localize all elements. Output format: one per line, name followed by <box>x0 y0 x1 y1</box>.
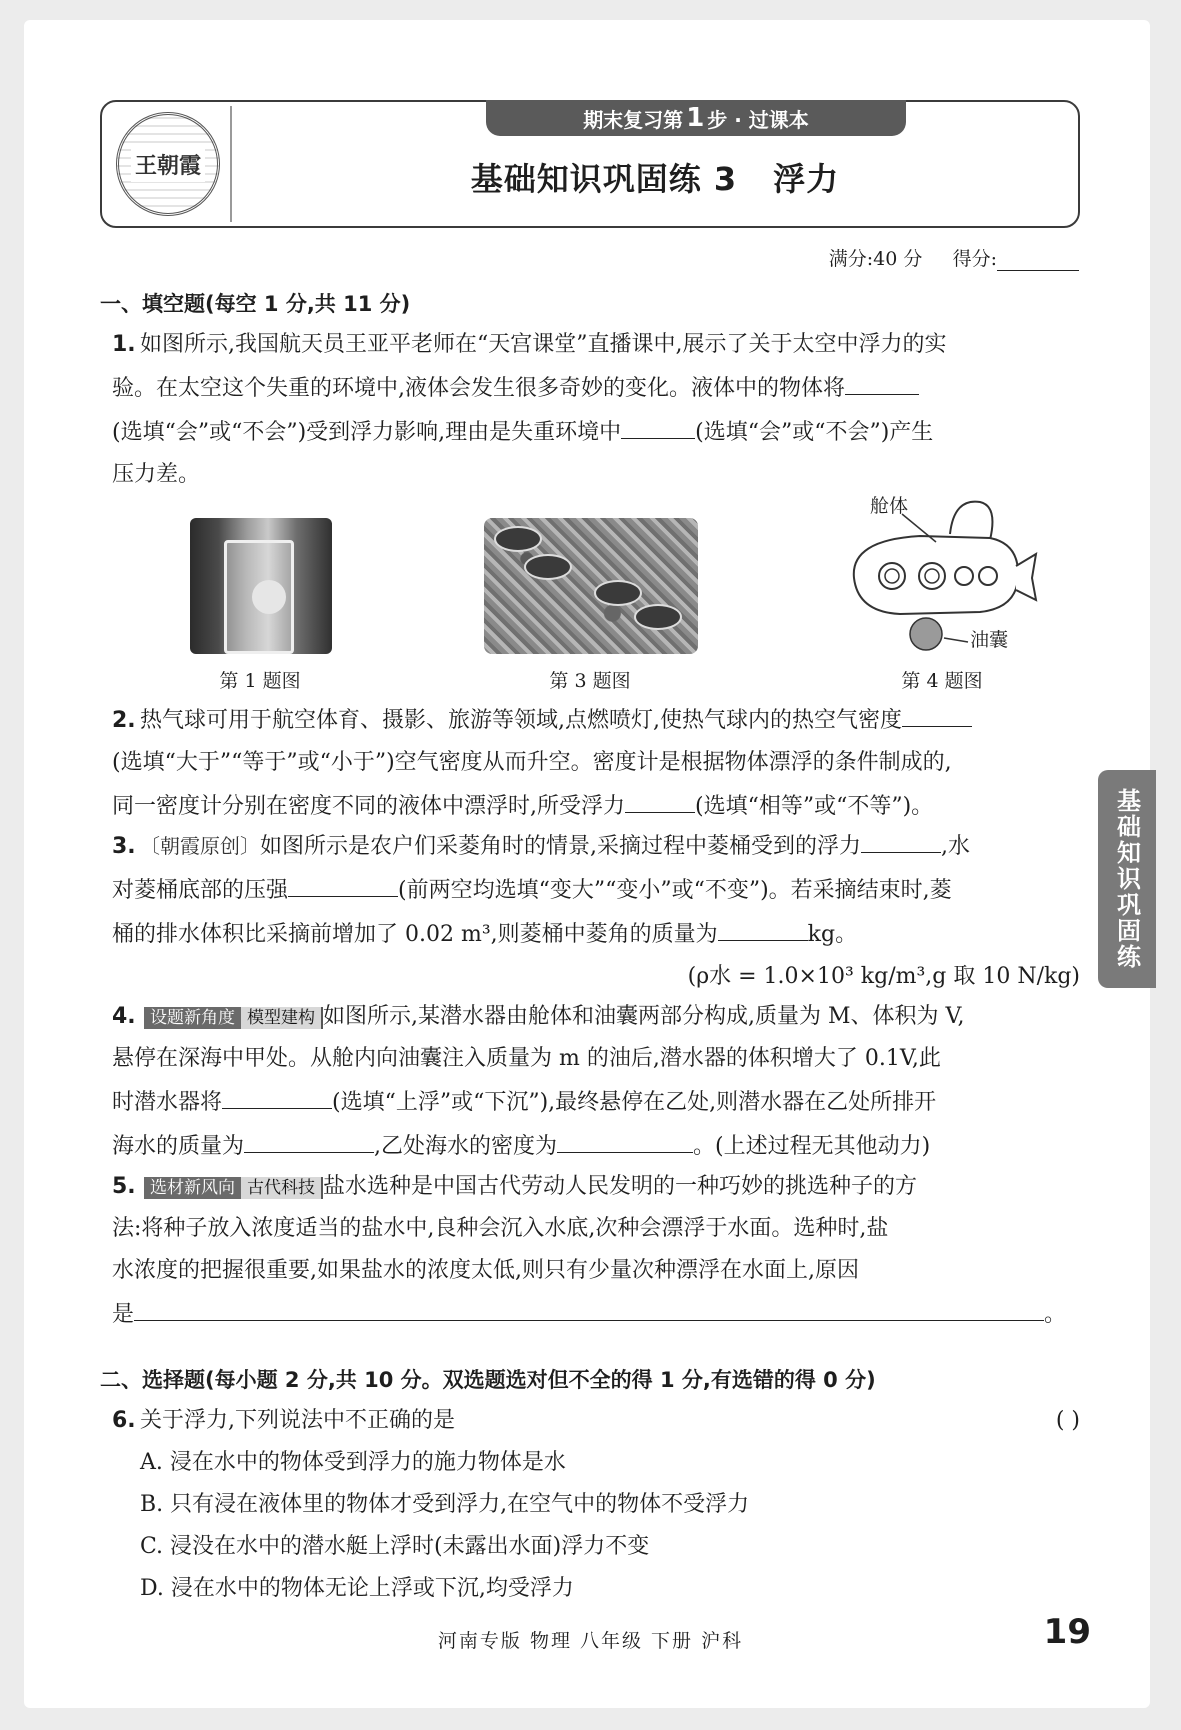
q4-line4c: 。(上述过程无其他动力) <box>693 1134 931 1159</box>
q5-line4b: 。 <box>1044 1302 1067 1327</box>
q3-number: 3. <box>112 834 136 859</box>
q6-option-a[interactable]: A. 浸在水中的物体受到浮力的施力物体是水 <box>140 1450 566 1475</box>
q1-line2: 验。在太空这个失重的环境中,液体会发生很多奇妙的变化。液体中的物体将 <box>112 376 845 401</box>
score-line <box>829 244 1079 271</box>
q3-line2a: 对菱桶底部的压强 <box>112 878 289 903</box>
figure-3-caption: 第 3 题图 <box>549 670 631 692</box>
q6-option-b[interactable]: B. 只有浸在液体里的物体才受到浮力,在空气中的物体不受浮力 <box>140 1492 750 1517</box>
q3-blank-2[interactable] <box>288 868 398 897</box>
q5-tag-material: 选材新风向 <box>144 1177 241 1199</box>
q5-line4a: 是 <box>112 1302 135 1327</box>
q5-number: 5. <box>112 1174 136 1199</box>
step-prefix: 期末复习第 <box>583 107 684 132</box>
porthole-icon <box>979 567 997 585</box>
q1-line3a: (选填“会”或“不会”)受到浮力影响,理由是失重环境中 <box>112 420 622 445</box>
q2-line1: 热气球可用于航空体育、摄影、旅游等领域,点燃喷灯,使热气球内的热空气密度 <box>140 708 902 733</box>
side-section-tab: 基础知识巩固练 <box>1098 770 1156 988</box>
q5-blank[interactable] <box>134 1292 1044 1321</box>
ball-shape <box>252 580 286 614</box>
q4-tag-model: 模型建构 <box>241 1007 323 1029</box>
submarine-tail <box>1016 554 1036 600</box>
figure-1-photo <box>190 518 332 654</box>
q3-note: (ρ水 = 1.0×10³ kg/m³,g 取 10 N/kg) <box>687 964 1080 989</box>
got-score-label: 得分: <box>952 248 997 270</box>
figure-4-submarine <box>840 494 1040 664</box>
step-number: 1 <box>686 103 705 133</box>
q3-line1a: 如图所示是农户们采菱角时的情景,采摘过程中菱桶受到的浮力 <box>260 834 861 859</box>
submarine-tower <box>950 502 992 540</box>
figure-3-photo <box>484 518 698 654</box>
q5-tag-ancient: 古代科技 <box>241 1177 323 1199</box>
q6-option-d[interactable]: D. 浸在水中的物体无论上浮或下沉,均受浮力 <box>140 1576 574 1601</box>
porthole-icon <box>885 569 899 583</box>
q4-blank-3[interactable] <box>557 1124 693 1153</box>
title-main: 基础知识巩固练 3 <box>470 160 738 198</box>
q4-number: 4. <box>112 1004 136 1029</box>
full-score: 满分:40 分 <box>828 248 923 270</box>
question-5 <box>112 1166 1080 1336</box>
step-suffix: 步 · 过课本 <box>707 107 809 132</box>
page-title <box>232 154 1078 200</box>
q2-line3b: (选填“相等”或“不等”)。 <box>695 794 934 819</box>
q4-line4b: ,乙处海水的密度为 <box>374 1134 558 1159</box>
question-2 <box>112 698 1080 828</box>
q3-blank-3[interactable] <box>718 912 808 941</box>
tub-shape <box>594 580 642 606</box>
q4-tag-angle: 设题新角度 <box>144 1007 241 1029</box>
q6-number: 6. <box>112 1408 136 1433</box>
cabin-label: 舱体 <box>870 495 909 517</box>
tub-shape <box>524 554 572 580</box>
q3-blank-1[interactable] <box>861 824 941 853</box>
q1-line4: 压力差。 <box>112 462 201 487</box>
question-6 <box>112 1400 1080 1610</box>
figure-4-caption: 第 4 题图 <box>901 670 983 692</box>
q5-line3: 水浓度的把握很重要,如果盐水的浓度太低,则只有少量次种漂浮在水面上,原因 <box>112 1258 859 1283</box>
figure-1-caption: 第 1 题图 <box>219 670 301 692</box>
q4-line4a: 海水的质量为 <box>112 1134 245 1159</box>
q4-line2: 悬停在深海中甲处。从舱内向油囊注入质量为 m 的油后,潜水器的体积增大了 0.1V,此 <box>112 1046 941 1071</box>
q2-blank-1[interactable] <box>902 698 972 727</box>
tub-shape <box>494 526 542 552</box>
q1-line3b: (选填“会”或“不会”)产生 <box>695 420 934 445</box>
q4-blank-2[interactable] <box>244 1124 374 1153</box>
q5-line1: 盐水选种是中国古代劳动人民发明的一种巧妙的挑选种子的方 <box>323 1174 918 1199</box>
q4-line3b: (选填“上浮”或“下沉”),最终悬停在乙处,则潜水器在乙处所排开 <box>332 1090 937 1115</box>
title-banner <box>100 100 1080 228</box>
q4-line3a: 时潜水器将 <box>112 1090 223 1115</box>
footer-edition: 河南专版 物理 八年级 下册 沪科 <box>437 1630 744 1652</box>
q1-blank-1[interactable] <box>845 366 919 395</box>
q6-stem: 关于浮力,下列说法中不正确的是 <box>140 1408 455 1433</box>
publisher-logo <box>116 112 220 216</box>
logo-text: 王朝霞 <box>131 147 205 182</box>
q2-number: 2. <box>112 708 136 733</box>
title-topic: 浮力 <box>773 160 840 198</box>
question-4 <box>112 996 1080 1168</box>
bag-leader-line <box>944 638 968 642</box>
q1-blank-2[interactable] <box>621 410 695 439</box>
q4-blank-1[interactable] <box>222 1080 332 1109</box>
q3-line2b: (前两空均选填“变大”“变小”或“不变”)。若采摘结束时,菱 <box>398 878 952 903</box>
score-blank[interactable] <box>997 250 1079 271</box>
oil-bag-shape <box>910 618 942 650</box>
q4-line1: 如图所示,某潜水器由舱体和油囊两部分构成,质量为 M、体积为 V, <box>323 1004 965 1029</box>
porthole-icon <box>955 567 973 585</box>
q6-answer-paren[interactable]: ( ) <box>1055 1408 1080 1433</box>
step-tab <box>486 100 906 136</box>
q6-option-c[interactable]: C. 浸没在水中的潜水艇上浮时(未露出水面)浮力不变 <box>140 1534 650 1559</box>
tub-shape <box>634 604 682 630</box>
page-number: 19 <box>1043 1612 1091 1652</box>
q5-line2: 法:将种子放入浓度适当的盐水中,良种会沉入水底,次种会漂浮于水面。选种时,盐 <box>112 1216 889 1241</box>
section-1-title: 一、填空题(每空 1 分,共 11 分) <box>100 292 411 316</box>
oil-bag-label: 油囊 <box>970 629 1009 651</box>
q3-line1b: ,水 <box>941 834 970 859</box>
porthole-icon <box>925 569 939 583</box>
q1-line1: 如图所示,我国航天员王亚平老师在“天宫课堂”直播课中,展示了关于太空中浮力的实 <box>140 332 947 357</box>
q2-line3a: 同一密度计分别在密度不同的液体中漂浮时,所受浮力 <box>112 794 625 819</box>
section-2-title: 二、选择题(每小题 2 分,共 10 分。双选题选对但不全的得 1 分,有选错的得 0 分) <box>100 1368 876 1392</box>
q3-origin-tag: 〔朝霞原创〕 <box>140 834 260 858</box>
q3-line3a: 桶的排水体积比采摘前增加了 0.02 m³,则菱桶中菱角的质量为 <box>112 922 718 947</box>
q2-blank-2[interactable] <box>625 784 695 813</box>
question-3 <box>112 824 1080 998</box>
q3-line3b: kg。 <box>807 922 858 947</box>
q1-number: 1. <box>112 332 136 357</box>
question-1 <box>112 324 1080 496</box>
q2-line2: (选填“大于”“等于”或“小于”)空气密度从而升空。密度计是根据物体漂浮的条件制成的, <box>112 750 952 775</box>
